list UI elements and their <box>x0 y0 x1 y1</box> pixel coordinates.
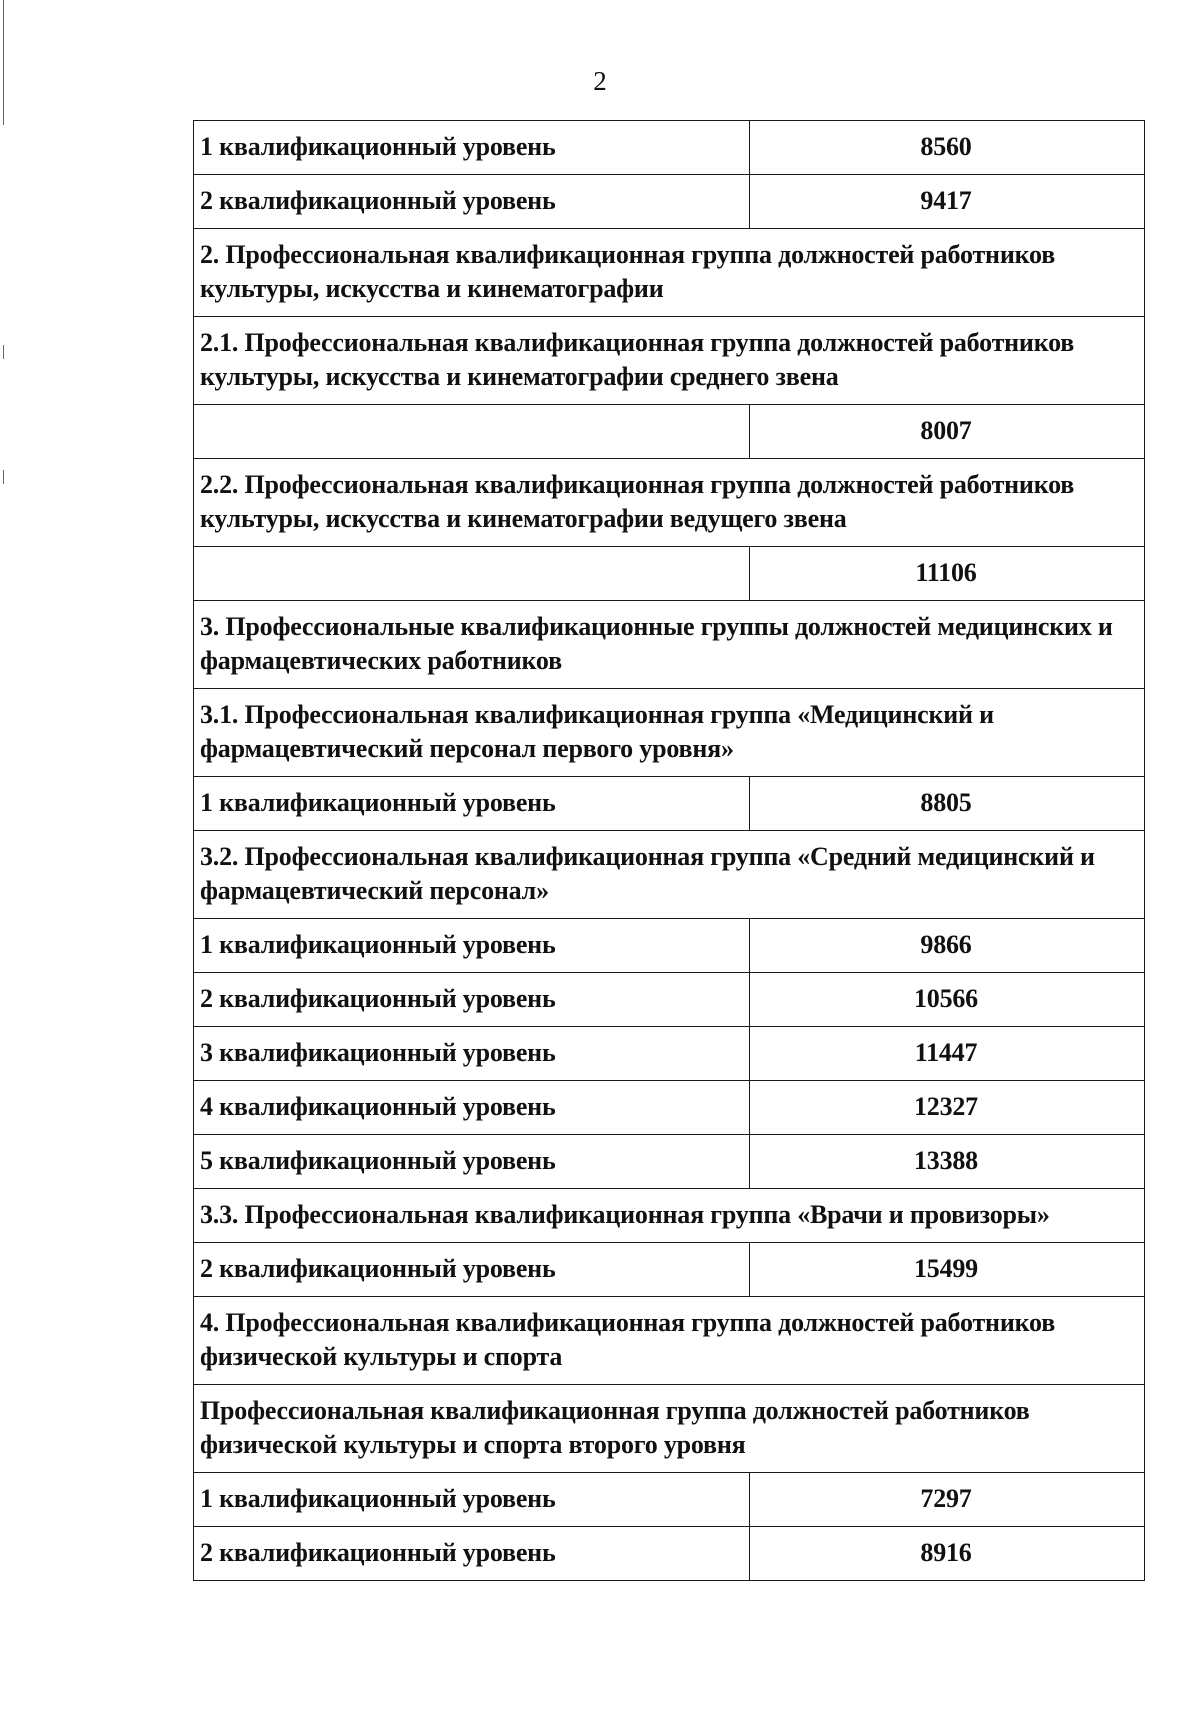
table-row <box>194 919 1145 973</box>
scan-edge-line <box>3 0 4 125</box>
qualification-level-cell <box>194 547 750 601</box>
salary-table <box>193 120 1145 1581</box>
table-row <box>194 405 1145 459</box>
qualification-level-cell: 1 квалификационный уровень <box>194 777 750 831</box>
section-title-cell: 3.2. Профессиональная квалификационная группа «Средний медицинский и фармацевтический персонал» <box>194 831 1145 919</box>
table-section-row <box>194 317 1145 405</box>
salary-value-cell: 13388 <box>750 1135 1145 1189</box>
table-row <box>194 175 1145 229</box>
section-title-cell: 2.2. Профессиональная квалификационная группа должностей работников культуры, искусства и кинематографии ведущего звена <box>194 459 1145 547</box>
table-row <box>194 973 1145 1027</box>
table-row <box>194 1527 1145 1581</box>
section-title-cell: 4. Профессиональная квалификационная группа должностей работников физической культуры и спорта <box>194 1297 1145 1385</box>
salary-value-cell: 8560 <box>750 121 1145 175</box>
section-title-cell: 2.1. Профессиональная квалификационная группа должностей работников культуры, искусства и кинематографии среднего звена <box>194 317 1145 405</box>
table-row <box>194 1081 1145 1135</box>
table-row <box>194 1135 1145 1189</box>
page-number: 2 <box>593 66 607 96</box>
salary-value-cell: 7297 <box>750 1473 1145 1527</box>
table-row <box>194 1243 1145 1297</box>
table-section-row <box>194 831 1145 919</box>
table-row <box>194 121 1145 175</box>
salary-value-cell: 9866 <box>750 919 1145 973</box>
salary-value-cell: 8007 <box>750 405 1145 459</box>
qualification-level-cell: 4 квалификационный уровень <box>194 1081 750 1135</box>
table-row <box>194 1473 1145 1527</box>
table-section-row <box>194 1385 1145 1473</box>
salary-value-cell: 11106 <box>750 547 1145 601</box>
salary-value-cell: 11447 <box>750 1027 1145 1081</box>
qualification-level-cell: 2 квалификационный уровень <box>194 175 750 229</box>
scan-edge-mark <box>3 470 4 484</box>
qualification-level-cell: 3 квалификационный уровень <box>194 1027 750 1081</box>
salary-value-cell: 12327 <box>750 1081 1145 1135</box>
table-row <box>194 777 1145 831</box>
section-title-cell: 3.3. Профессиональная квалификационная группа «Врачи и провизоры» <box>194 1189 1145 1243</box>
salary-value-cell: 8805 <box>750 777 1145 831</box>
table-section-row <box>194 229 1145 317</box>
qualification-level-cell: 1 квалификационный уровень <box>194 919 750 973</box>
salary-table-body <box>194 121 1145 1581</box>
table-row <box>194 547 1145 601</box>
table-section-row <box>194 459 1145 547</box>
qualification-level-cell <box>194 405 750 459</box>
qualification-level-cell: 1 квалификационный уровень <box>194 121 750 175</box>
table-section-row <box>194 601 1145 689</box>
qualification-level-cell: 2 квалификационный уровень <box>194 973 750 1027</box>
qualification-level-cell: 2 квалификационный уровень <box>194 1527 750 1581</box>
salary-value-cell: 15499 <box>750 1243 1145 1297</box>
qualification-level-cell: 2 квалификационный уровень <box>194 1243 750 1297</box>
section-title-cell: 3. Профессиональные квалификационные группы должностей медицинских и фармацевтических работников <box>194 601 1145 689</box>
table-section-row <box>194 689 1145 777</box>
salary-value-cell: 9417 <box>750 175 1145 229</box>
section-title-cell: 3.1. Профессиональная квалификационная группа «Медицинский и фармацевтический персонал первого уровня» <box>194 689 1145 777</box>
qualification-level-cell: 1 квалификационный уровень <box>194 1473 750 1527</box>
section-title-cell: Профессиональная квалификационная группа должностей работников физической культуры и спорта второго уровня <box>194 1385 1145 1473</box>
scan-edge-mark <box>3 345 4 359</box>
table-row <box>194 1027 1145 1081</box>
table-section-row <box>194 1189 1145 1243</box>
qualification-level-cell: 5 квалификационный уровень <box>194 1135 750 1189</box>
table-section-row <box>194 1297 1145 1385</box>
salary-value-cell: 8916 <box>750 1527 1145 1581</box>
salary-value-cell: 10566 <box>750 973 1145 1027</box>
section-title-cell: 2. Профессиональная квалификационная группа должностей работников культуры, искусства и кинематографии <box>194 229 1145 317</box>
